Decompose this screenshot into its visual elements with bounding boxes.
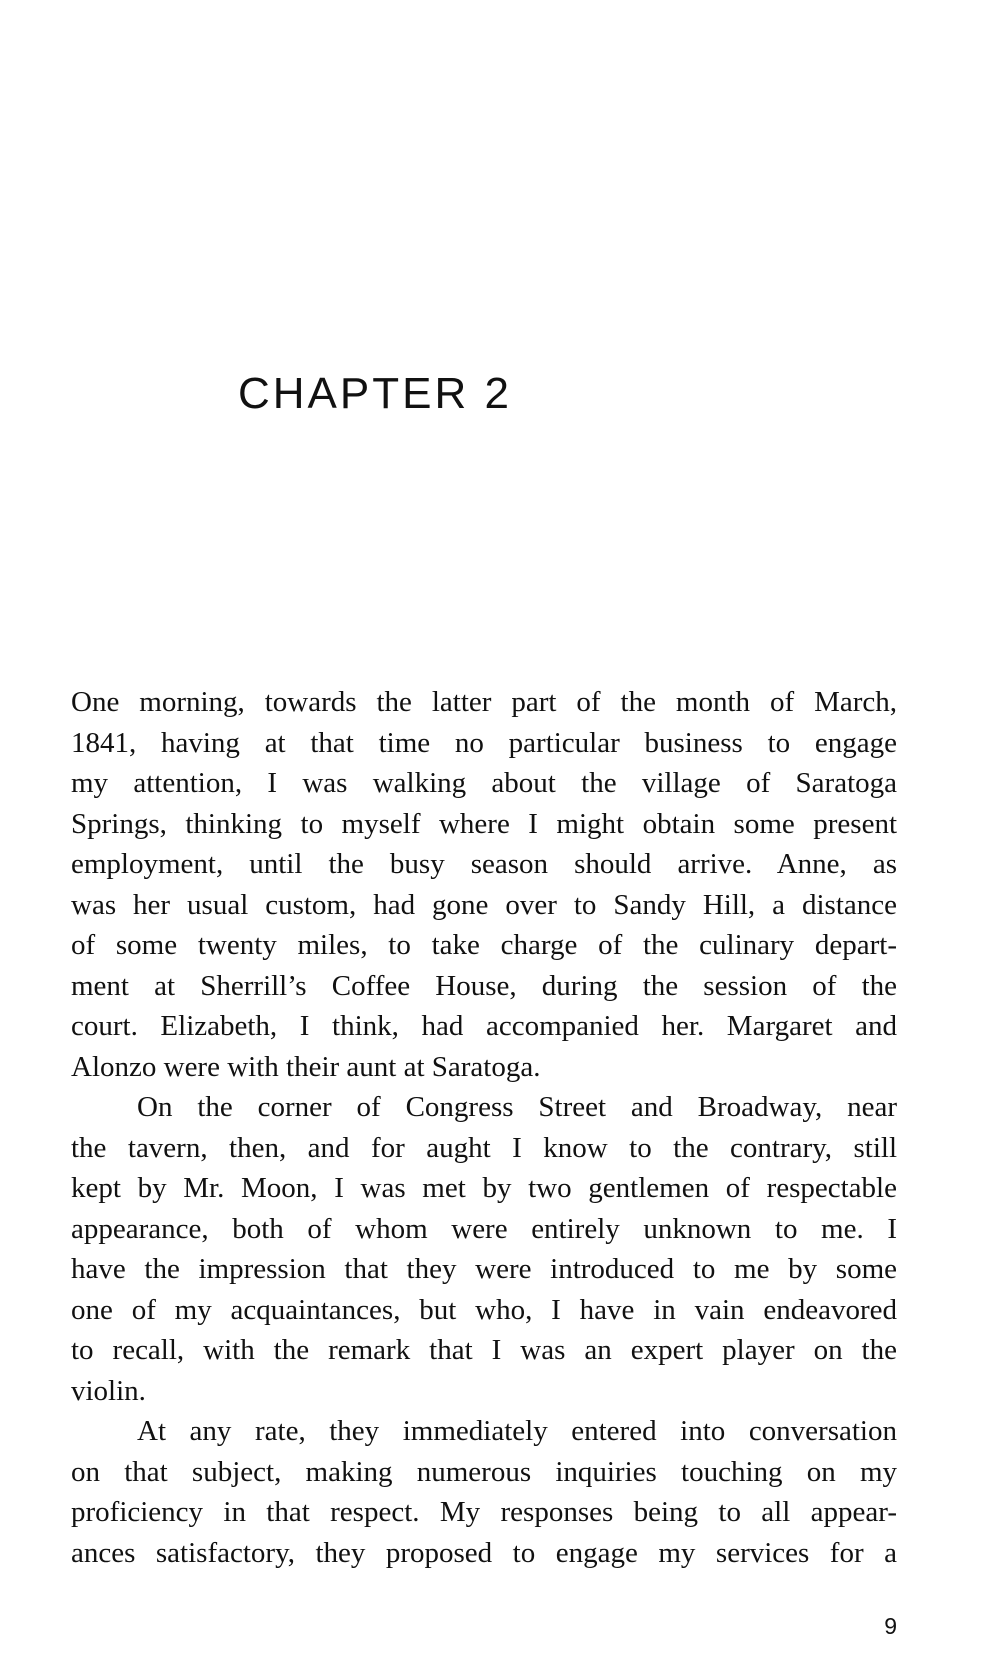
text-line: one of my acquaintances, but who, I have in vain endeavored — [71, 1293, 897, 1326]
text-line: One morning, towards the latter part of the month of March, — [71, 686, 897, 718]
text-line: At any rate, they immediately entered into conversation — [137, 1415, 897, 1447]
text-line: have the impression that they were introduced to me by some — [71, 1253, 897, 1285]
text-line: employment, until the busy season should arrive. Anne, as — [71, 848, 897, 880]
body-text — [71, 682, 897, 1573]
text-line: Springs, thinking to myself where I might obtain some present — [71, 807, 897, 840]
text-line: ances satisfactory, they proposed to engage my services for a — [71, 1536, 897, 1569]
text-line: kept by Mr. Moon, I was met by two gentlemen of respectable — [71, 1172, 897, 1204]
text-line: on that subject, making numerous inquiries touching on my — [71, 1455, 897, 1488]
text-line: my attention, I was walking about the village of Saratoga — [71, 767, 897, 799]
text-line: of some twenty miles, to take charge of the culinary depart- — [71, 929, 897, 961]
text-line: violin. — [71, 1374, 146, 1407]
page-number: 9 — [884, 1613, 897, 1639]
text-line: On the corner of Congress Street and Broadway, near — [137, 1091, 897, 1123]
text-line: the tavern, then, and for aught I know to the contrary, still — [71, 1131, 897, 1164]
text-line: to recall, with the remark that I was an expert player on the — [71, 1334, 897, 1366]
text-line: court. Elizabeth, I think, had accompanied her. Margaret and — [71, 1010, 897, 1042]
text-line: appearance, both of whom were entirely unknown to me. I — [71, 1212, 897, 1245]
text-line: proficiency in that respect. My responses being to all appear- — [71, 1496, 897, 1528]
text-line: was her usual custom, had gone over to Sandy Hill, a distance — [71, 888, 897, 921]
chapter-title: CHAPTER 2 — [238, 369, 512, 418]
text-line: Alonzo were with their aunt at Saratoga. — [71, 1050, 541, 1083]
text-line: ment at Sherrill’s Coffee House, during the session of the — [71, 969, 897, 1002]
text-line: 1841, having at that time no particular business to engage — [71, 726, 897, 759]
